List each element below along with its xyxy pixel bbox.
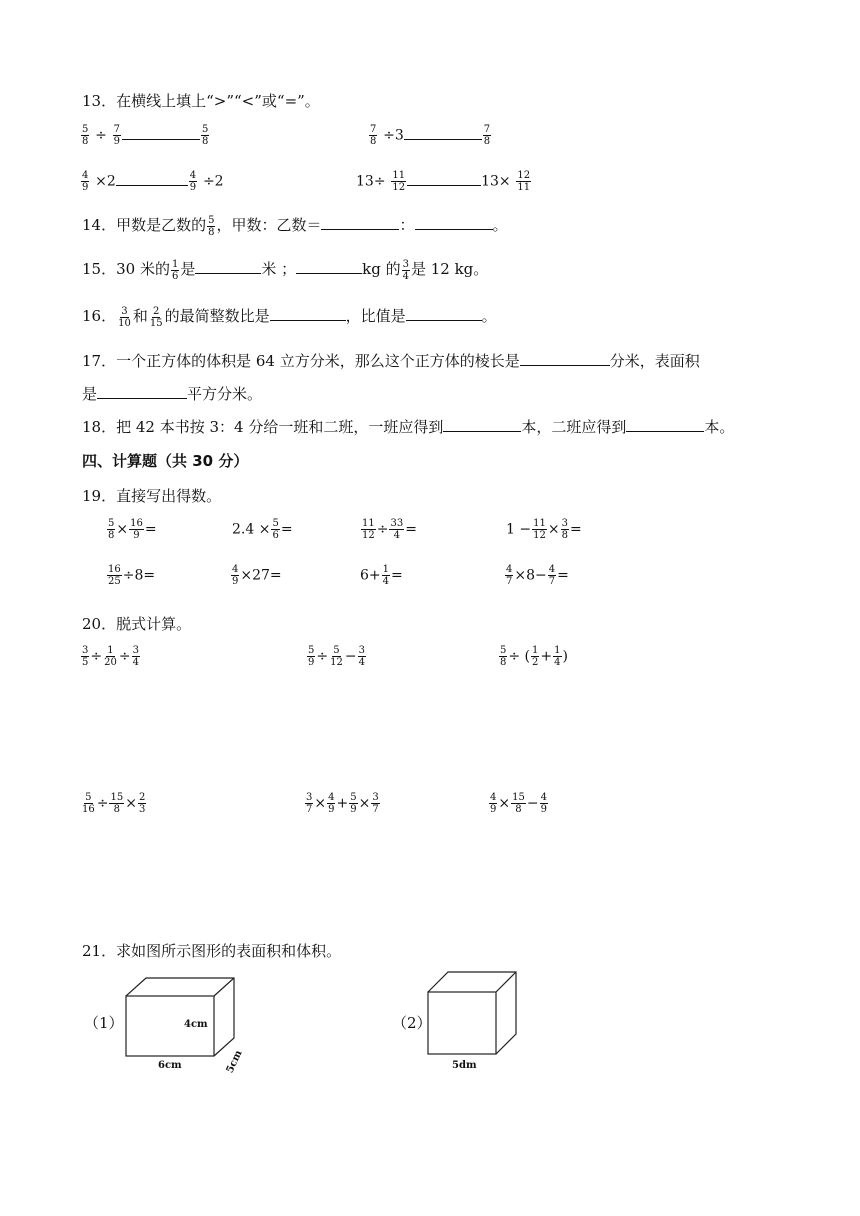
cuboid-height-label: 4cm [184, 1019, 208, 1030]
q13-label: 13．在横线上填上“>”“<”或“=”。 [82, 92, 320, 110]
cuboid-width-label: 6cm [158, 1060, 182, 1071]
q19-expr-8: $\frac{4}{7}$ ×8− $\frac{4}{7}$ = [506, 564, 569, 587]
q19-expr-2: 2.4 × $\frac{5}{6}$ = [232, 518, 293, 541]
cube-edge-label: 5dm [452, 1060, 477, 1071]
q19-expr-4: 1 − $\frac{11}{12}$ × $\frac{3}{8}$ = [506, 518, 582, 541]
answer-blank[interactable] [195, 259, 261, 274]
q17-line2: 是 平方分米。 [82, 385, 263, 403]
section-heading: 四、计算题（共 30 分） [82, 452, 249, 470]
q20-expr-b: $\frac{5}{9}$ ÷ $\frac{5}{12}$ − $\frac{3}{4}$ [308, 645, 365, 668]
cuboid-depth-label: 5cm [224, 1048, 245, 1075]
q19-expr-5: $\frac{16}{25}$ ÷8= [108, 564, 156, 587]
figure-1-tag: （1） [84, 1014, 124, 1032]
answer-blank[interactable] [406, 306, 482, 321]
q19-expr-7: 6+ $\frac{1}{4}$ = [360, 564, 403, 587]
answer-blank[interactable] [443, 417, 521, 432]
answer-blank[interactable] [122, 125, 200, 140]
q20-label: 20．脱式计算。 [82, 615, 192, 633]
q13-row1-left: $\frac{5}{8}$ ÷ $\frac{7}{9}$ $\frac{5}{8}$ [82, 124, 209, 147]
q19-expr-1: $\frac{5}{8}$ × $\frac{16}{9}$ = [108, 518, 157, 541]
figure-2-tag: （2） [392, 1014, 432, 1032]
answer-blank[interactable] [626, 417, 704, 432]
q20-expr-f: $\frac{4}{9}$ × $\frac{15}{8}$ − $\frac{4}{9}$ [490, 792, 547, 815]
q20-expr-a: $\frac{3}{5}$ ÷ $\frac{1}{20}$ ÷ $\frac{3}{4}$ [82, 645, 139, 668]
q21-label: 21．求如图所示图形的表面积和体积。 [82, 942, 342, 960]
answer-blank[interactable] [407, 171, 481, 186]
cuboid-figure [120, 975, 250, 1075]
q19-expr-3: $\frac{11}{12}$ ÷ $\frac{33}{4}$ = [362, 518, 417, 541]
q20-expr-e: $\frac{3}{7}$ × $\frac{4}{9}$ + $\frac{5}{9}$ × $\frac{3}{7}$ [306, 792, 379, 815]
q19-expr-6: $\frac{4}{9}$ ×27= [232, 564, 282, 587]
answer-blank[interactable] [116, 171, 188, 186]
q13-row2-left: $\frac{4}{9}$ ×2 $\frac{4}{9}$ ÷2 [82, 170, 224, 193]
answer-blank[interactable] [404, 125, 482, 140]
q20-expr-d: $\frac{5}{16}$ ÷ $\frac{15}{8}$ × $\frac{2}{3}$ [82, 792, 146, 815]
answer-blank[interactable] [520, 351, 610, 366]
answer-blank[interactable] [415, 215, 493, 230]
answer-blank[interactable] [270, 306, 346, 321]
q18: 18．把 42 本书按 3：4 分给一班和二班，一班应得到 本，二班应得到 本。 [82, 418, 735, 436]
answer-blank[interactable] [321, 215, 399, 230]
answer-blank[interactable] [296, 259, 362, 274]
q13-row1-right: $\frac{7}{8}$ ÷3 $\frac{7}{8}$ [370, 124, 491, 147]
q13-row2-right: 13÷ $\frac{11}{12}$ 13× $\frac{12}{11}$ [356, 170, 531, 193]
q16: 16． $\frac{3}{10}$ 和 $\frac{2}{15}$ 的最简整数比是 ，比值是 。 [82, 305, 497, 329]
q14: 14．甲数是乙数的 $\frac{5}{8}$ ，甲数：乙数＝ ： 。 [82, 214, 508, 238]
cube-figure [424, 968, 524, 1076]
answer-blank[interactable] [97, 384, 187, 399]
q17-line1: 17．一个正方体的体积是 64 立方分米，那么这个正方体的棱长是 分米，表面积 [82, 352, 700, 370]
q20-expr-c: $\frac{5}{8}$ ÷ ( $\frac{1}{2}$ + $\frac{1}{4}$ ) [500, 645, 568, 668]
q15: 15．30 米的 $\frac{1}{6}$ 是 米 ； kg 的 $\frac{3}{4}$ 是 12 kg。 [82, 258, 489, 282]
q19-label: 19．直接写出得数。 [82, 487, 222, 505]
